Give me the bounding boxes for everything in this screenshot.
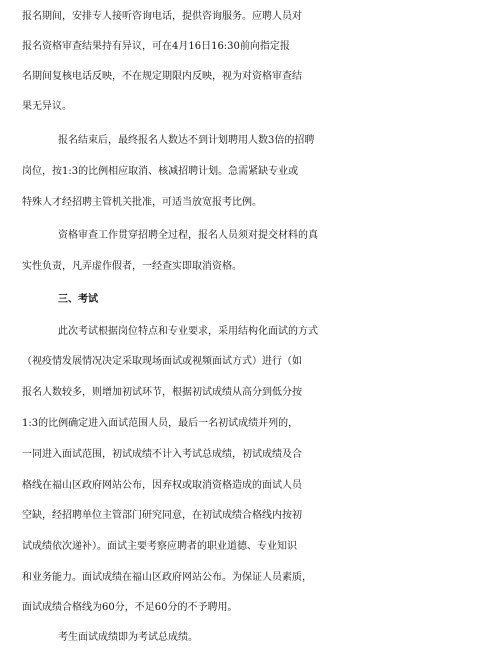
section-heading: 三、考试 <box>58 294 98 305</box>
body-text-line: 名期间复核电话反映，不在规定期限内反映，视为对资格审查结 <box>22 71 302 82</box>
body-text-line: 报名期间，安排专人接听咨询电话，提供咨询服务。应聘人员对 <box>22 11 302 22</box>
body-text-line: 果无异议。 <box>22 101 72 112</box>
body-text-line: 此次考试根据岗位特点和专业要求，采用结构化面试的方式 <box>58 326 318 337</box>
body-text-line: 一同进入面试范围，初试成绩不计入考试总成绩，初试成绩及合 <box>22 449 302 460</box>
body-text-line: 考生面试成绩即为考试总成绩。 <box>58 632 198 643</box>
body-text-line: 试成绩依次递补）。面试主要考察应聘者的职业道德、专业知识 <box>22 541 297 552</box>
body-text-line: （视疫情发展情况决定采取现场面试或视频面试方式）进行（如 <box>22 356 302 367</box>
body-text-line: 报名资格审查结果持有异议，可在4月16日16:30前向指定报 <box>22 41 290 52</box>
body-text-line: 实性负责，凡弄虚作假者，一经查实即取消资格。 <box>22 261 242 272</box>
body-text-line: 格线在福山区政府网站公布，因弃权或取消资格造成的面试人员 <box>22 480 302 491</box>
body-text-line: 岗位，按1:3的比例相应取消、核减招聘计划。急需紧缺专业或 <box>22 166 299 177</box>
body-text-line: 1:3的比例确定进入面试范围人员，最后一名初试成绩并列的， <box>22 418 299 429</box>
body-text-line: 特殊人才经招聘主管机关批准，可适当放宽报考比例。 <box>22 197 262 208</box>
body-text-line: 空缺，经招聘单位主管部门研究同意，在初试成绩合格线内按初 <box>22 510 302 521</box>
body-text-line: 资格审查工作贯穿招聘全过程，报名人员须对提交材料的真 <box>58 230 318 241</box>
body-text-line: 报名人数较多，则增加初试环节，根据初试成绩从高分到低分按 <box>22 387 302 398</box>
body-text-line: 报名结束后，最终报名人数达不到计划聘用人数3倍的招聘 <box>58 135 315 146</box>
body-text-line: 面试成绩合格线为60分，不足60分的不予聘用。 <box>22 602 238 613</box>
body-text-line: 和业务能力。面试成绩在福山区政府网站公布。为保证人员素质， <box>22 572 312 583</box>
